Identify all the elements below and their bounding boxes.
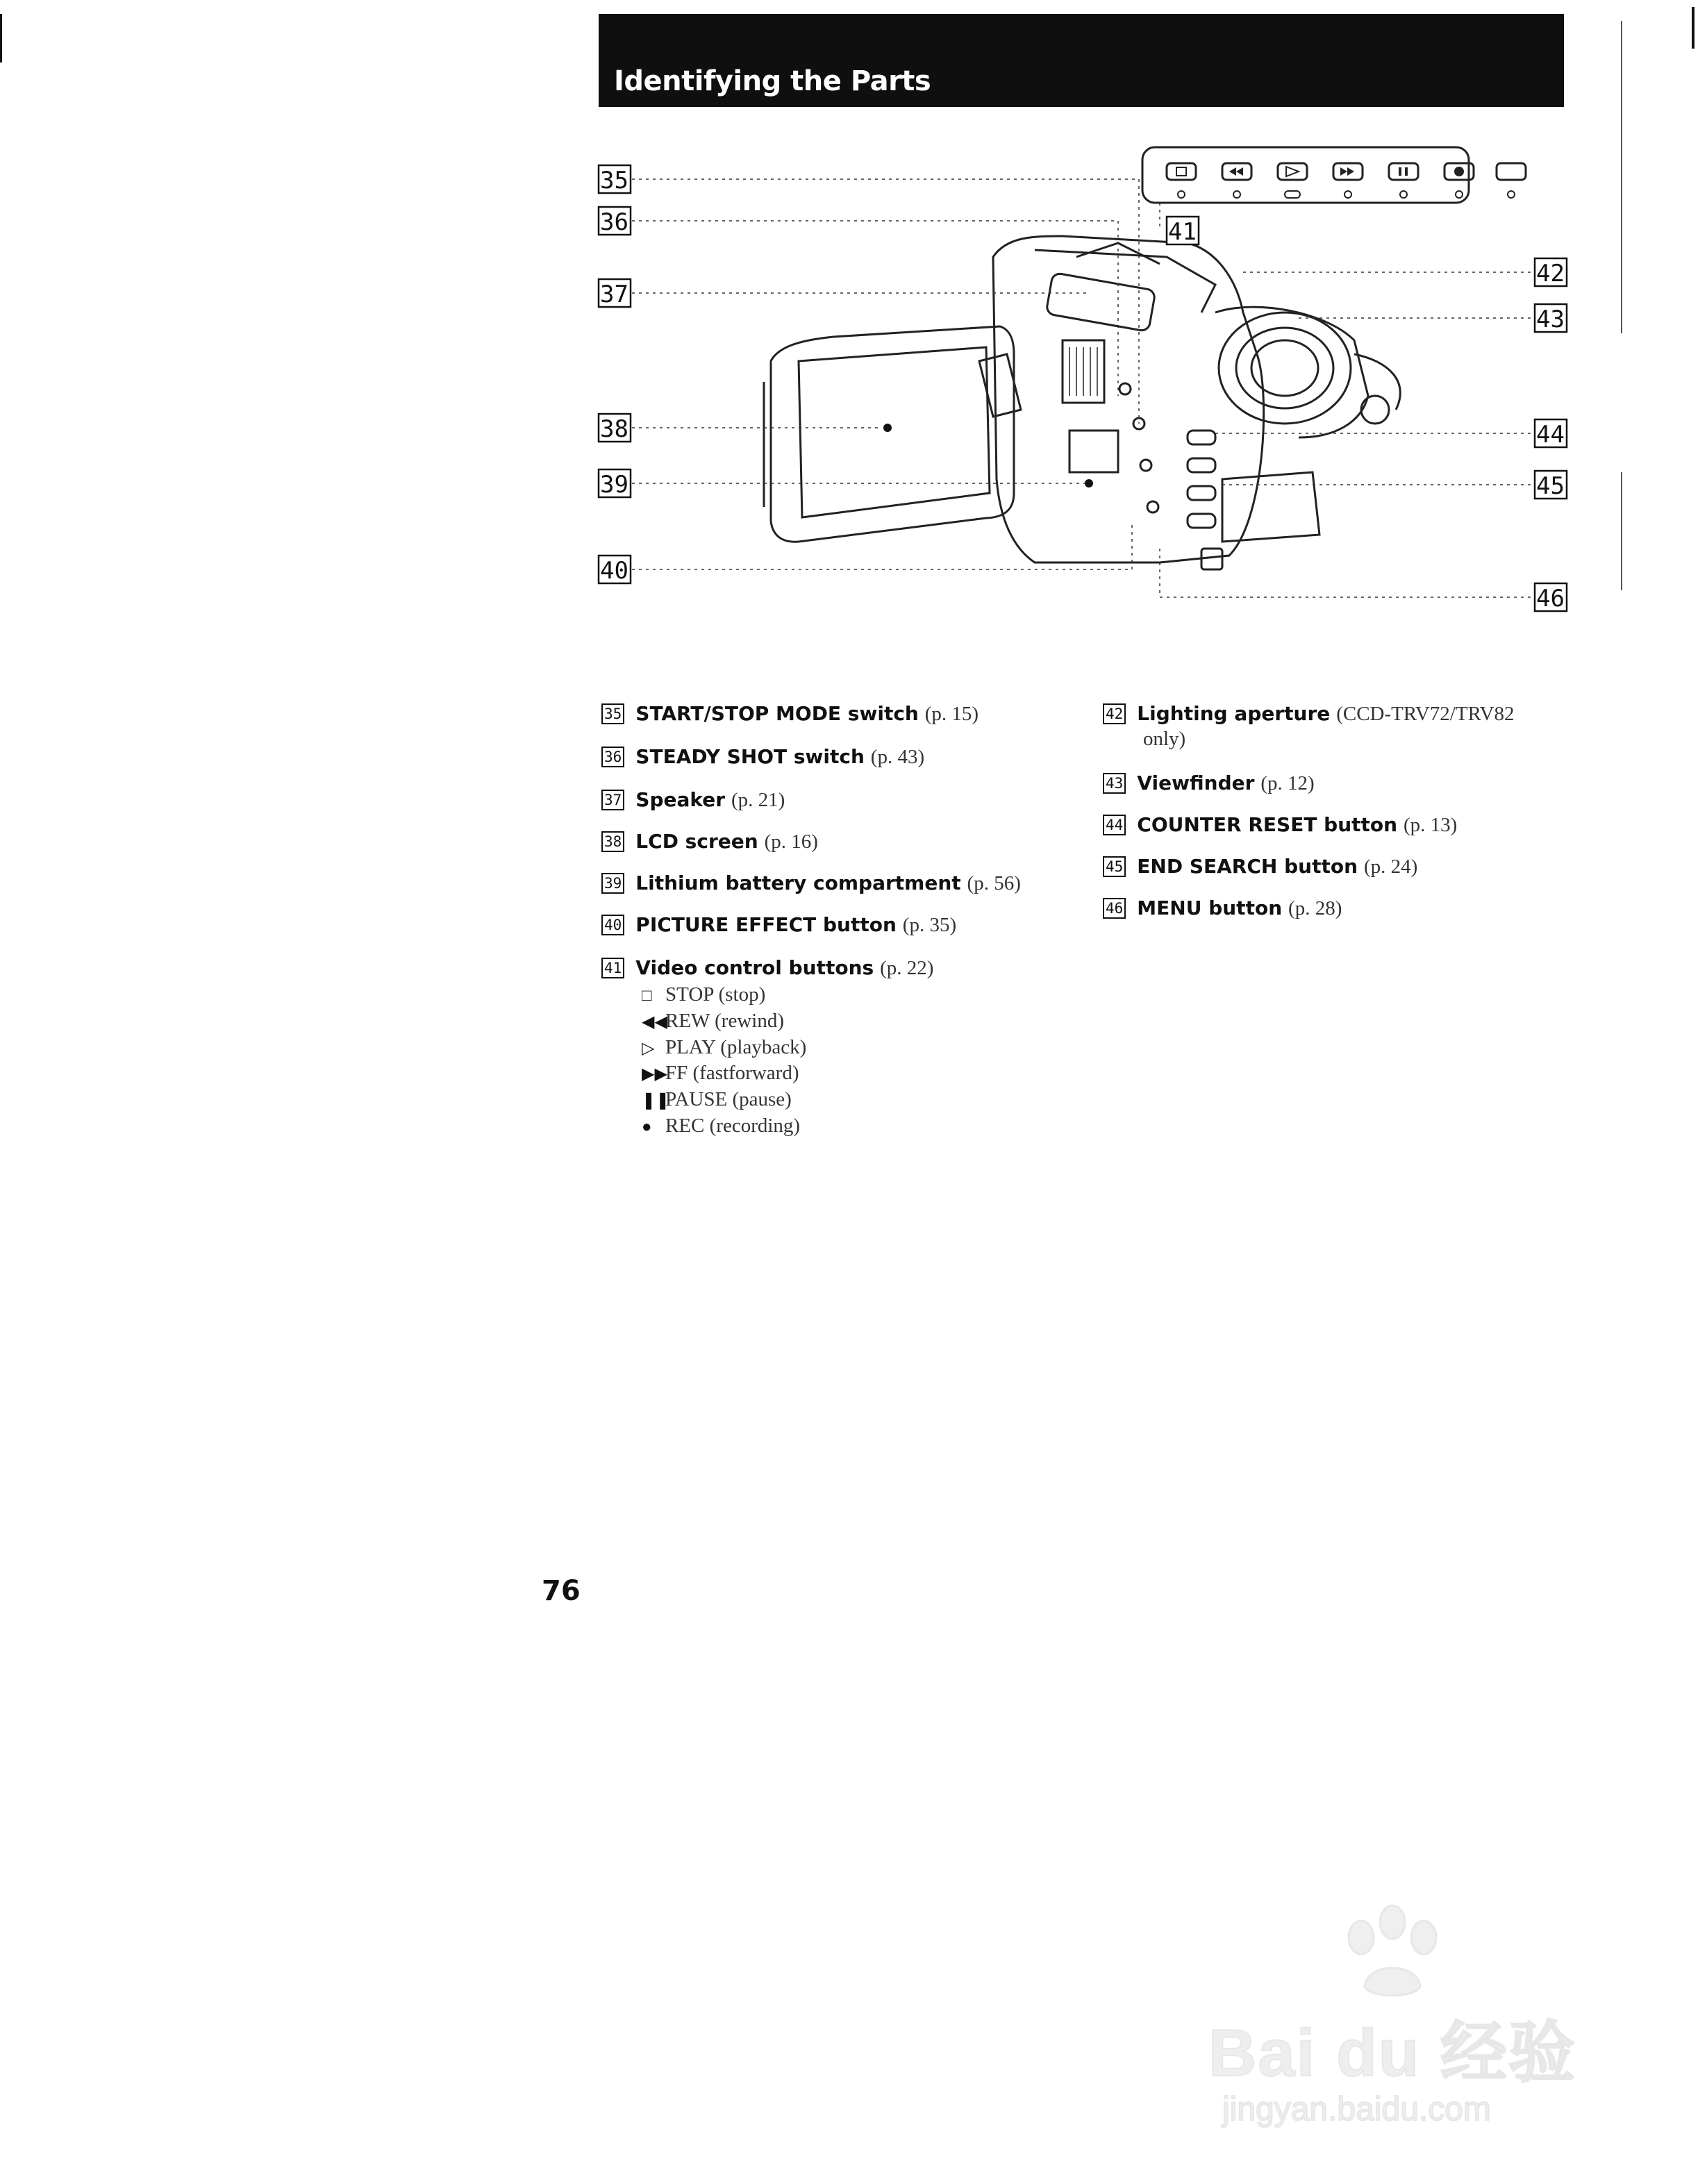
- callout-43-label: 43: [1536, 306, 1565, 333]
- legend-label: START/STOP MODE switch: [635, 702, 919, 725]
- record-icon: ●: [642, 1117, 652, 1136]
- legend-item: [1103, 771, 1315, 796]
- legend-number: 36: [601, 747, 624, 767]
- lcd-panel: [771, 326, 1014, 542]
- callout-42: [1535, 258, 1567, 287]
- list-item: ❚❚PAUSE (pause): [642, 1087, 933, 1113]
- legend-item: [1103, 812, 1457, 837]
- callout-41: [1167, 217, 1199, 246]
- callout-37-label: 37: [600, 281, 628, 308]
- legend-label: PICTURE EFFECT button: [635, 913, 897, 936]
- list-item: ◀◀REW (rewind): [642, 1008, 933, 1035]
- legend-number: 45: [1103, 856, 1126, 877]
- list-item: □ STOP (stop): [642, 982, 933, 1008]
- baidu-watermark: [1208, 1903, 1625, 2153]
- legend-label: END SEARCH button: [1137, 855, 1358, 878]
- legend-label: STEADY SHOT switch: [635, 745, 865, 768]
- camcorder-diagram: [590, 132, 1576, 639]
- callout-36: [599, 207, 631, 236]
- legend-label: LCD screen: [635, 830, 758, 853]
- right-margin-mark: [1692, 7, 1694, 49]
- legend-item: [601, 701, 979, 726]
- legend-label: Speaker: [635, 788, 726, 811]
- legend-left: [601, 701, 1088, 1174]
- legend-item: [1103, 896, 1342, 921]
- callout-46-label: 46: [1536, 585, 1565, 612]
- lcd-screen: [799, 347, 990, 517]
- legend-page-continued: only): [1143, 728, 1186, 751]
- legend-page: (CCD-TRV72/TRV82: [1336, 703, 1515, 725]
- legend-number: 35: [601, 703, 624, 724]
- right-margin-rule: [1621, 472, 1622, 590]
- legend-number: 42: [1103, 703, 1126, 724]
- section-header: [599, 14, 1564, 107]
- legend-right: [1103, 701, 1589, 937]
- stop-button: [1167, 163, 1196, 180]
- legend-page: (p. 28): [1288, 897, 1342, 919]
- legend-page: (p. 43): [870, 746, 925, 768]
- callout-37: [599, 279, 631, 308]
- legend-item: [601, 871, 1021, 896]
- rewind-icon: ◀◀: [642, 1012, 667, 1031]
- fast-forward-icon: ▶▶: [642, 1065, 667, 1084]
- legend-page: (p. 21): [731, 789, 785, 811]
- section-title: Identifying the Parts: [614, 65, 931, 97]
- legend-label: MENU button: [1137, 897, 1283, 919]
- callout-45: [1535, 471, 1567, 500]
- callout-44-label: 44: [1536, 421, 1565, 449]
- legend-item: [1103, 701, 1515, 753]
- legend-label: Lighting aperture: [1137, 702, 1331, 725]
- callout-42-label: 42: [1536, 260, 1565, 287]
- legend-label: Lithium battery compartment: [635, 872, 961, 894]
- callout-38: [599, 414, 631, 443]
- legend-page: (p. 35): [902, 914, 957, 936]
- watermark-url: jingyan.baidu.com: [1222, 2091, 1491, 2128]
- legend-item: [601, 787, 785, 812]
- legend-page: (p. 15): [924, 703, 979, 725]
- video-control-panel: [1142, 147, 1469, 203]
- watermark-logo-text: Bai du 经验: [1208, 2016, 1577, 2090]
- callout-40-label: 40: [600, 557, 628, 585]
- callout-36-label: 36: [600, 208, 628, 236]
- play-icon: ▷: [642, 1039, 655, 1058]
- legend-label: COUNTER RESET button: [1137, 813, 1398, 836]
- callout-39-label: 39: [600, 471, 628, 499]
- callout-44: [1535, 419, 1567, 449]
- callout-39: [599, 469, 631, 499]
- legend-number: 39: [601, 873, 624, 894]
- video-control-list: [642, 982, 933, 1139]
- callout-43: [1535, 304, 1567, 333]
- legend-number: 41: [601, 958, 624, 978]
- legend-item: [601, 956, 933, 1139]
- legend-label: Viewfinder: [1137, 772, 1255, 794]
- legend-number: 38: [601, 831, 624, 852]
- callout-35-label: 35: [600, 167, 628, 194]
- callout-35: [599, 165, 631, 194]
- legend-number: 37: [601, 790, 624, 810]
- viewfinder-eyecup: [1219, 312, 1351, 424]
- list-item: ● REC (recording): [642, 1113, 933, 1140]
- legend-page: (p. 12): [1260, 772, 1315, 794]
- list-item: ▷ PLAY (playback): [642, 1035, 933, 1061]
- legend-item: [601, 912, 956, 937]
- callout-46: [1535, 583, 1567, 612]
- right-margin-rule: [1621, 21, 1622, 333]
- callout-45-label: 45: [1536, 472, 1565, 500]
- legend-label: Video control buttons: [635, 956, 874, 979]
- page-number: 76: [542, 1575, 581, 1607]
- legend-page: (p. 22): [880, 957, 934, 979]
- legend-item: [1103, 854, 1417, 879]
- legend-number: 40: [601, 915, 624, 935]
- legend-item: [601, 744, 924, 769]
- play-button: [1278, 163, 1307, 180]
- legend-number: 46: [1103, 898, 1126, 919]
- callout-41-label: 41: [1168, 218, 1197, 246]
- legend-page: (p. 13): [1404, 814, 1458, 836]
- legend-number: 43: [1103, 773, 1126, 794]
- pause-icon: ❚❚: [642, 1092, 670, 1110]
- stop-icon: □: [642, 987, 652, 1006]
- pause-button: [1389, 163, 1418, 180]
- legend-item: [601, 829, 818, 854]
- legend-number: 44: [1103, 815, 1126, 835]
- callout-38-label: 38: [600, 415, 628, 443]
- list-item: ▶▶FF (fastforward): [642, 1060, 933, 1087]
- viewfinder-hood: [1046, 272, 1156, 331]
- callout-40: [599, 556, 631, 585]
- legend-page: (p. 24): [1363, 856, 1418, 878]
- paw-logo-icon: [1333, 1903, 1451, 2000]
- legend-page: (p. 56): [967, 872, 1021, 894]
- legend-page: (p. 16): [764, 831, 818, 853]
- left-margin-mark: [0, 14, 2, 62]
